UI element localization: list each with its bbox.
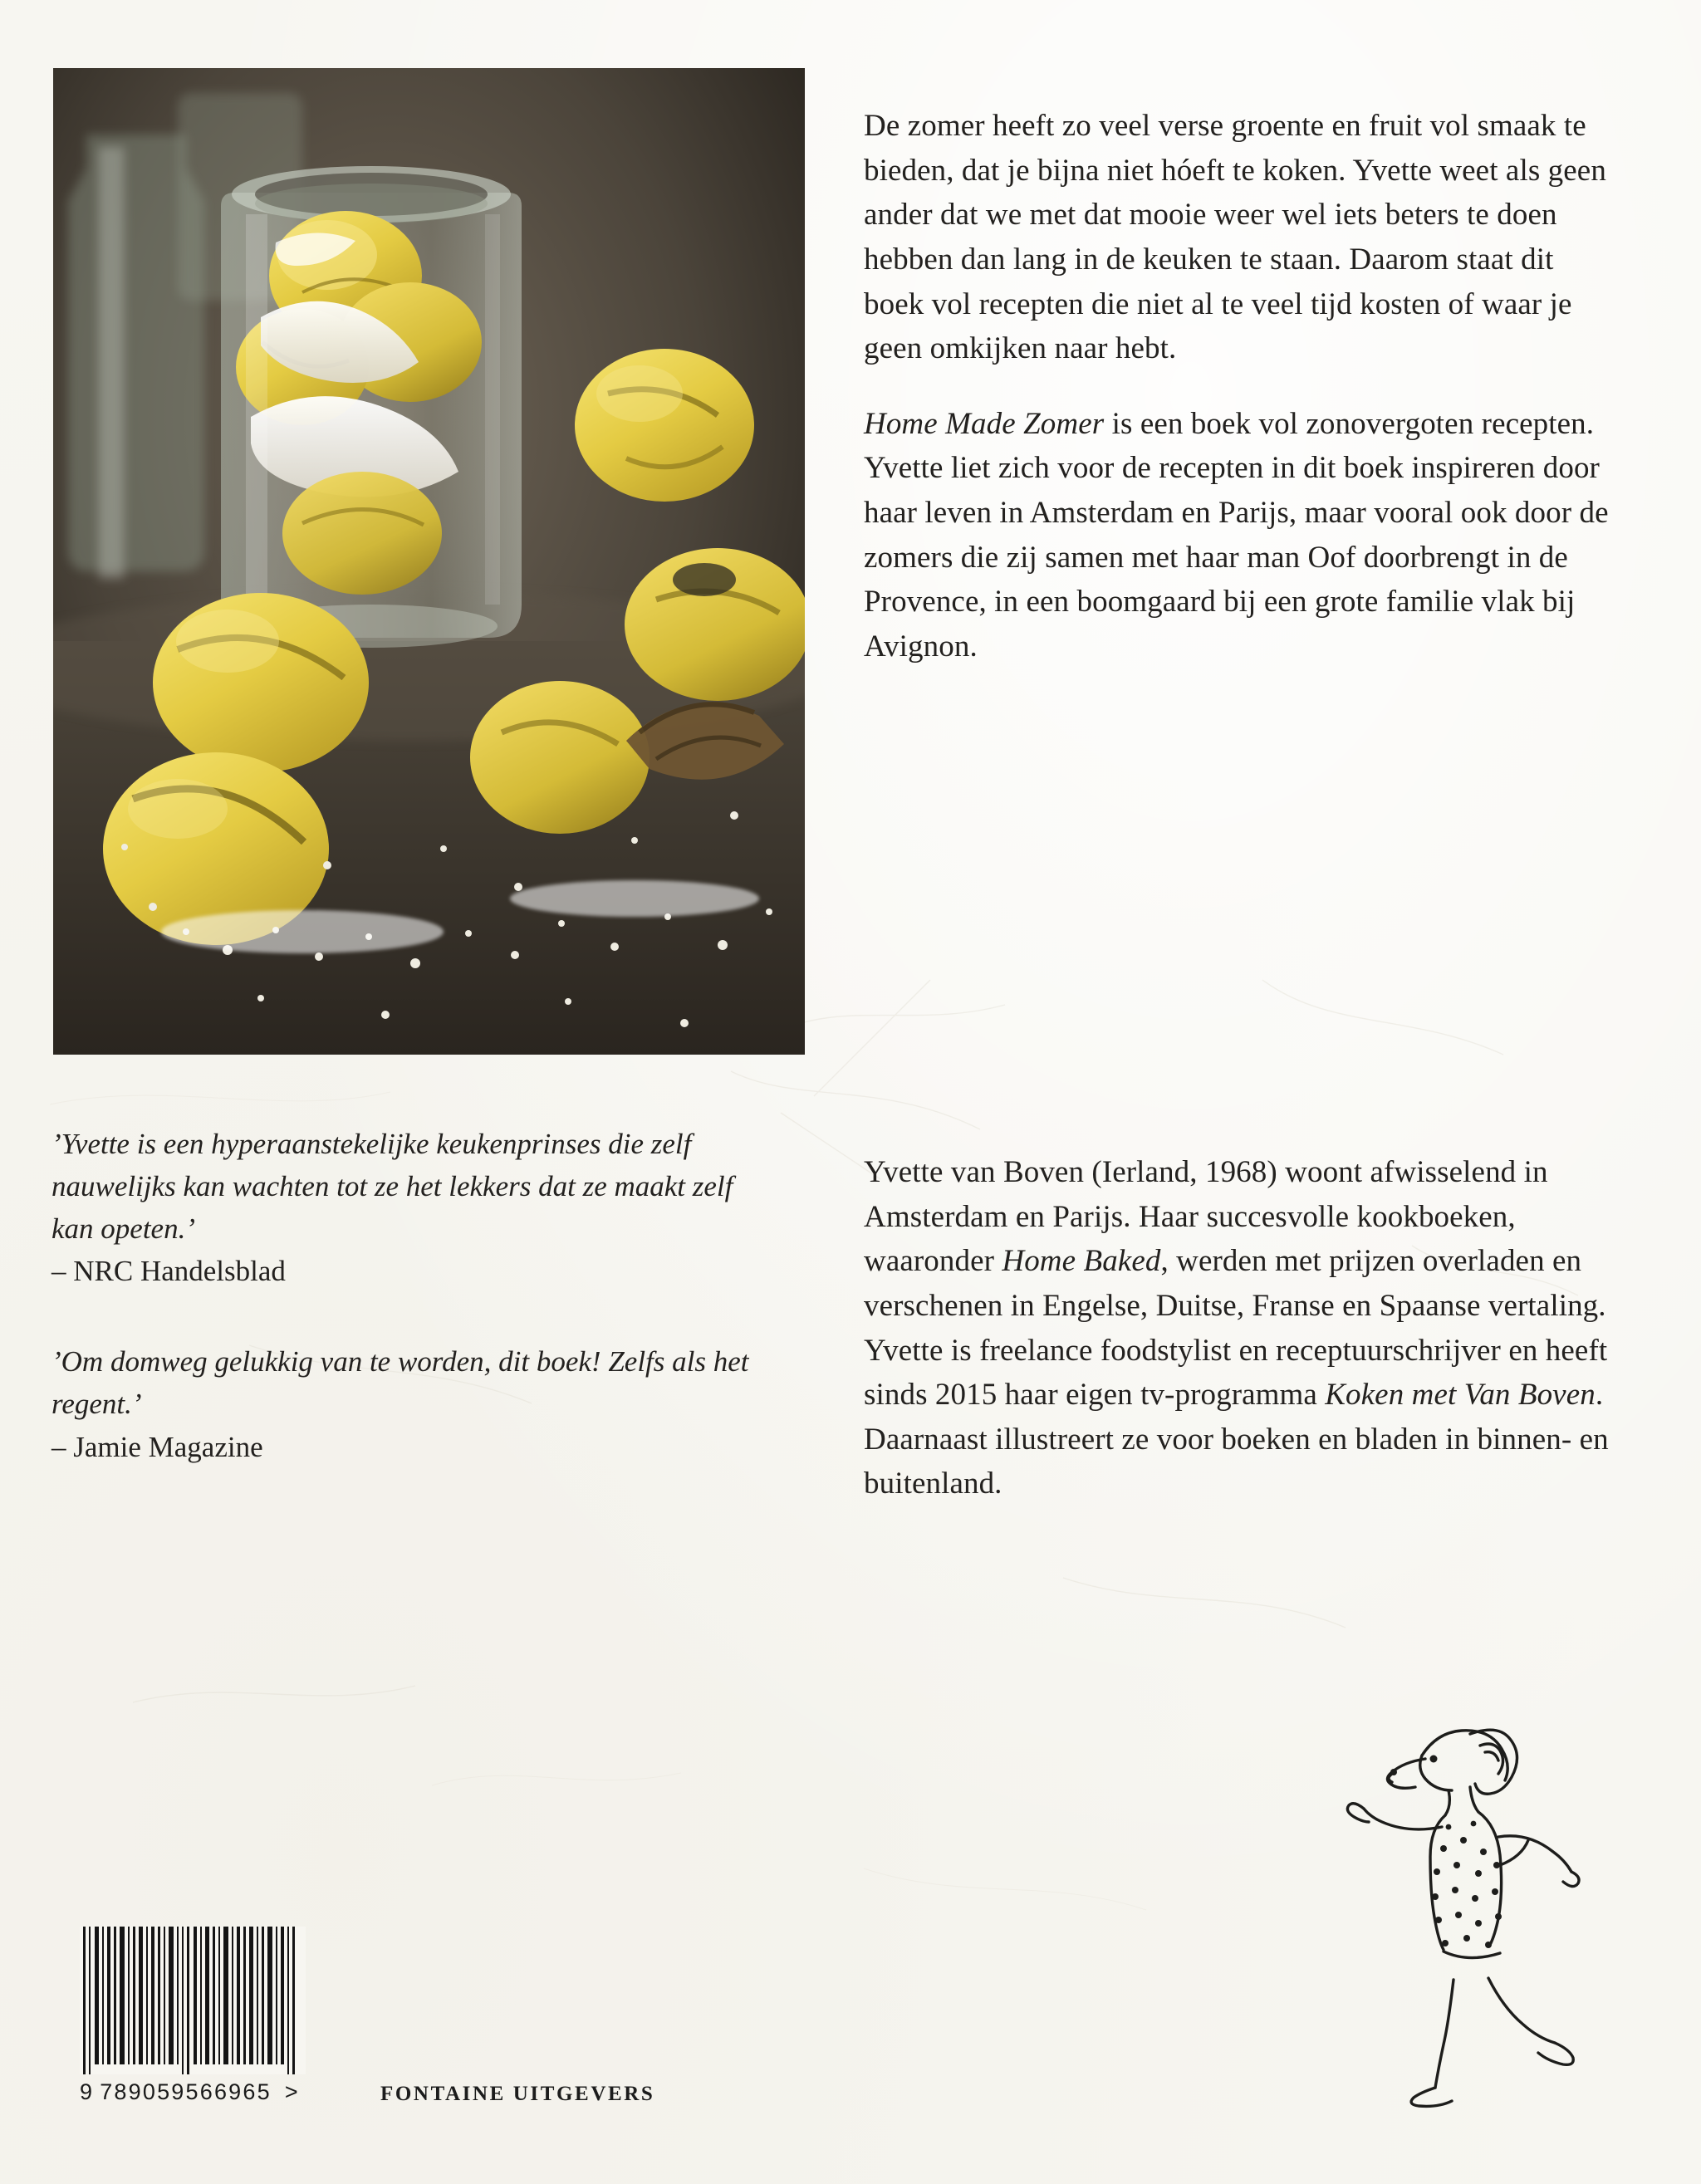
bio-part-3: . Daarnaast illustreert ze voor boeken en bladen in binnen- en buitenland. bbox=[864, 1378, 1609, 1501]
author-bio-text bbox=[864, 1150, 1620, 1506]
barcode bbox=[80, 1927, 321, 2105]
quote-block-jamie bbox=[51, 1340, 766, 1467]
quote-source-nrc: – NRC Handelsblad bbox=[51, 1255, 286, 1288]
barcode-bars bbox=[80, 1927, 306, 2074]
publisher-name: FONTAINE UITGEVERS bbox=[380, 2083, 655, 2105]
quote-source-jamie: – Jamie Magazine bbox=[51, 1430, 263, 1463]
bio-part-1: Yvette van Boven (Ierland, 1968) woont afwisselend in Amsterdam en Parijs. Haar succesvolle kookboeken, waaronder bbox=[864, 1155, 1548, 1279]
quote-text-nrc: ’Yvette is een hyperaanstekelijke keukenprinses die zelf nauwelijks kan wachten tot ze het lekkers dat ze maakt zelf kan opeten.’ bbox=[51, 1128, 733, 1246]
blurb-paragraph-1: De zomer heeft zo veel verse groente en fruit vol smaak te bieden, dat je bijna niet hóeft te koken. Yvette weet als geen ander dat we met dat mooie weer wel iets beters te doen hebben dan lang in de keuken te staan. Daarom staat dit boek vol recepten die niet al te veel tijd kosten of waar je geen omkijken naar hebt. bbox=[864, 109, 1606, 366]
tv-programme-title: Koken met Van Boven bbox=[1325, 1378, 1596, 1413]
barcode-number bbox=[80, 2079, 321, 2105]
dancing-dog-illustration bbox=[1271, 1694, 1603, 2118]
bio-part-2: , werden met prijzen overladen en verschenen in Engelse, Duitse, Franse en Spaanse vertaling. Yvette is freelance foodstylist en receptuurschrijver en heeft sinds 2015 haar eigen tv-programma bbox=[864, 1244, 1608, 1413]
barcode-group-2: 566965 bbox=[185, 2079, 272, 2104]
author-bio bbox=[864, 1119, 1620, 1537]
quote-block-nrc bbox=[51, 1123, 766, 1292]
blurb-paragraph-2-rest: is een boek vol zonovergoten recepten. Yvette liet zich voor de recepten in dit boek inspireren door haar leven in Amsterdam en Parijs, maar vooral ook door de zomers die zij samen met haar man Oof doorbrengt in de Provence, in een boomgaard bij een grote familie vlak bij Avignon. bbox=[864, 406, 1609, 664]
barcode-tail: > bbox=[284, 2079, 300, 2104]
barcode-group-1: 789059 bbox=[100, 2079, 186, 2104]
blurb-paragraph-2 bbox=[864, 402, 1611, 669]
quote-text-jamie: ’Om domweg gelukkig van te worden, dit boek! Zelfs als het regent.’ bbox=[51, 1345, 749, 1421]
blurb-column bbox=[864, 73, 1611, 700]
cover-photo bbox=[53, 68, 805, 1055]
press-quotes bbox=[51, 1123, 766, 1516]
book-title-home-baked: Home Baked bbox=[1002, 1244, 1161, 1279]
book-title-home-made-zomer: Home Made Zomer bbox=[864, 406, 1105, 441]
barcode-lead-digit: 9 bbox=[80, 2079, 95, 2104]
